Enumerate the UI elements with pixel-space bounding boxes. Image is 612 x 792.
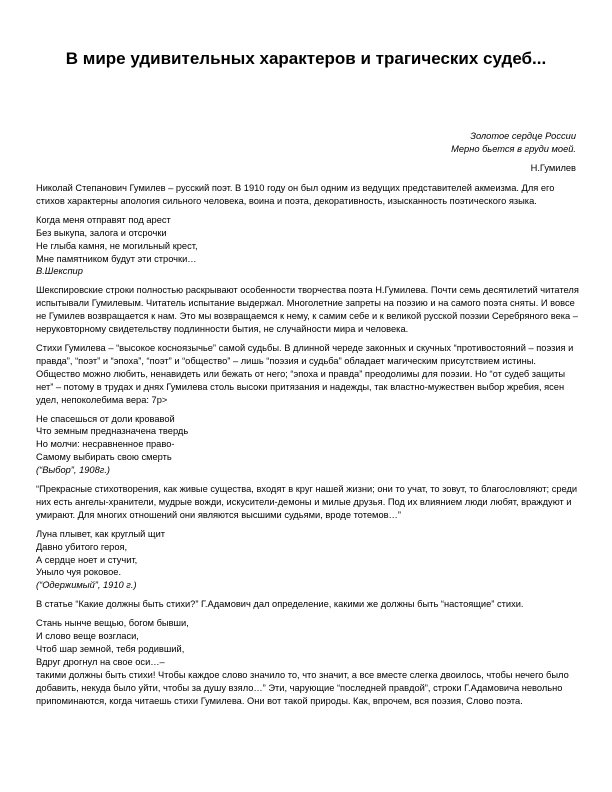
- poem-source: (“Одержимый”, 1910 г.): [36, 580, 137, 591]
- poem-line: Вдруг дрогнул на свое оси…–: [36, 656, 165, 667]
- epigraph: [451, 130, 576, 156]
- page-title: В мире удивительных характеров и трагических судеб...: [65, 49, 547, 68]
- poem-line: Давно убитого героя,: [36, 541, 128, 552]
- poem-quote: [36, 214, 580, 279]
- paragraph: Стихи Гумилева – “высокое косноязычье” самой судьбы. В длинной череде законных и скучных “противостояний – поэзия и правда”, “поэт” и “эпоха”, “поэт” и “общество” – лишь “поэзия и судьба” обладает магическим присутствием истины. Общество можно любить, ненавидеть или бежать от него; “эпоха и правда” преодолимы для поэзии. Но “от судеб защиты нет” – потому в трудах и днях Гумилева столь высоки притязания и надежды, так властно-мужествен выбор жребия, ясен удел, непоколебима вера: 7р>: [36, 342, 574, 405]
- poem-line: Уныло чуя роковое.: [36, 567, 122, 578]
- poem-line: Чтоб шар земной, тебя родивший,: [36, 644, 185, 654]
- epigraph-line: Золотое сердце России: [470, 131, 576, 141]
- paragraph: Шекспировские строки полностью раскрывают особенности творчества поэта Н.Гумилева. Почти семь десятилетий читателя испытывали Гумилевым. Читатель испытание выдержал. Многолетние запреты на поэзию и на самого поэта сняты. И вовсе не Гумилев возвращается к нам. Это мы возвращаемся к нему, к самим себе и к великой русской поэзии Серебряного века – неруковторному свидетельству подлинности бытия, не случайности мира и человека.: [36, 285, 579, 335]
- epigraph-author: Н.Гумилев: [530, 163, 576, 173]
- poem-line: Стань нынче вещью, богом бывши,: [36, 618, 189, 629]
- article-body: [36, 182, 580, 714]
- epigraph-line: Мерно бьется в груди моей.: [451, 144, 576, 154]
- poem-line: Не спасешься от доли кровавой: [36, 413, 175, 424]
- poem-line: Луна плывет, как круглый щит: [36, 528, 166, 539]
- poem-quote: [36, 617, 580, 669]
- poem-source: В.Шекспир: [36, 266, 83, 277]
- paragraph: Николай Степанович Гумилев – русский поэт. В 1910 году он был одним из ведущих представителей акмеизма. Для его стихов характерны апология сильного человека, воина и поэта, декоративность, изысканность поэтического языка.: [36, 183, 555, 206]
- paragraph: В статье “Какие должны быть стихи?” Г.Адамович дал определение, какими же должны быть “настоящие” стихи.: [36, 599, 524, 610]
- poem-line: А сердце ноет и стучит,: [36, 554, 138, 565]
- poem-line: Что земным предназначена твердь: [36, 426, 189, 437]
- poem-line: Когда меня отправят под арест: [36, 214, 171, 225]
- poem-source: (“Выбор”, 1908г.): [36, 465, 111, 476]
- paragraph: “Прекрасные стихотворения, как живые существа, входят в круг нашей жизни; они то учат, то зовут, то благословляют; среди них есть ангелы-хранители, мудрые вожди, искусители-демоны и милые друзья. Под их влиянием люди любят, враждуют и умирают. Для многих отношений они являются высшими судьями, вроде тотемов…”: [36, 484, 578, 520]
- poem-line: Самому выбирать свою смерть: [36, 452, 172, 463]
- paragraph: такими должны быть стихи! Чтобы каждое слово значило то, что значит, а все вместе слегка двоилось, чтобы нечего было добавить, некуда было уйти, чтобы за душу взяло…” Эти, чарующие “последней правдой”, строки Г.Адамовича невольно припоминаются, когда читаешь стихи Гумилева. Они вот такой природы. Как, впрочем, вся поэзия, Слово поэта.: [36, 669, 569, 706]
- poem-line: Не глыба камня, не могильный крест,: [36, 240, 198, 251]
- poem-line: Но молчи: несравненное право-: [36, 439, 175, 450]
- poem-line: Без выкупа, залога и отсрочки: [36, 227, 167, 238]
- poem-line: Мне памятником будут эти строчки…: [36, 253, 197, 264]
- poem-line: И слово веще возгласи,: [36, 631, 139, 642]
- poem-quote: [36, 413, 580, 478]
- poem-quote: [36, 528, 580, 593]
